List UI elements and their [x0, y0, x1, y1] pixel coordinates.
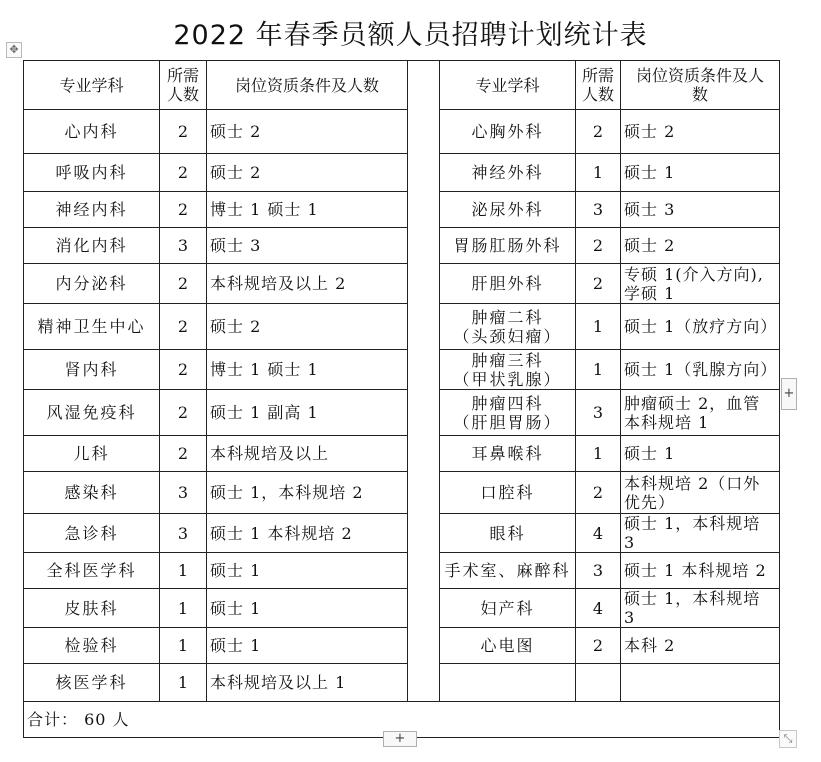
right-dept-cell: 手术室、麻醉科	[440, 553, 576, 589]
header-num-right	[576, 61, 621, 110]
table-row	[24, 192, 780, 228]
table-row	[24, 390, 780, 436]
header-row	[24, 61, 780, 110]
left-num-cell: 2	[160, 264, 207, 304]
table-row	[24, 553, 780, 589]
left-dept-cell: 风湿免疫科	[24, 390, 160, 436]
right-num-cell: 4	[576, 514, 621, 553]
add-column-button[interactable]: +	[781, 378, 797, 410]
right-req-cell: 硕士 1（放疗方向）	[621, 304, 780, 350]
left-dept-cell: 内分泌科	[24, 264, 160, 304]
right-dept-cell: 神经外科	[440, 154, 576, 192]
header-dept-right: 专业学科	[440, 61, 576, 110]
total-cell: 合计： 60 人	[24, 702, 780, 738]
table-row	[24, 514, 780, 553]
right-req-cell: 硕士 2	[621, 110, 780, 154]
left-num-cell: 1	[160, 553, 207, 589]
left-num-cell: 2	[160, 154, 207, 192]
left-num-cell: 1	[160, 664, 207, 702]
table-move-handle-icon[interactable]: ✥	[6, 42, 22, 58]
right-dept-cell: 口腔科	[440, 472, 576, 514]
left-req-cell: 本科规培及以上 1	[207, 664, 408, 702]
right-num-cell: 1	[576, 436, 621, 472]
right-req-cell: 硕士 2	[621, 228, 780, 264]
left-num-cell: 2	[160, 350, 207, 390]
right-dept-cell: 肝胆外科	[440, 264, 576, 304]
left-req-cell: 博士 1 硕士 1	[207, 350, 408, 390]
left-req-cell: 硕士 2	[207, 110, 408, 154]
left-dept-cell: 精神卫生中心	[24, 304, 160, 350]
left-num-cell: 1	[160, 628, 207, 664]
right-req-cell: 专硕 1(介入方向), 学硕 1	[621, 264, 780, 304]
header-req-left: 岗位资质条件及人数	[207, 61, 408, 110]
left-req-cell: 硕士 2	[207, 304, 408, 350]
header-dept-left: 专业学科	[24, 61, 160, 110]
left-num-cell: 3	[160, 472, 207, 514]
right-num-cell: 2	[576, 628, 621, 664]
left-dept-cell: 儿科	[24, 436, 160, 472]
right-num-cell: 1	[576, 304, 621, 350]
table-resize-handle-icon[interactable]: ⤡	[779, 730, 797, 748]
right-num-cell: 4	[576, 589, 621, 628]
right-dept-line2: （肝胆胃肠）	[453, 412, 562, 432]
table-row	[24, 264, 780, 304]
right-req-cell: 肿瘤硕士 2，血管本科规培 1	[621, 390, 780, 436]
right-req-cell: 硕士 1	[621, 154, 780, 192]
right-dept-cell: 心电图	[440, 628, 576, 664]
left-req-cell: 硕士 2	[207, 154, 408, 192]
right-dept-line1: 肿瘤四科	[471, 393, 544, 413]
right-dept-line1: 肿瘤三科	[471, 350, 544, 370]
left-dept-cell: 全科医学科	[24, 553, 160, 589]
left-dept-cell: 感染科	[24, 472, 160, 514]
right-dept-line1: 肿瘤二科	[471, 307, 544, 327]
add-row-button[interactable]: +	[383, 731, 417, 747]
left-req-cell: 硕士 1，本科规培 2	[207, 472, 408, 514]
header-req-right-line1: 岗位资质条件及人	[635, 66, 764, 85]
header-num-left-line2: 人数	[166, 85, 199, 104]
left-dept-cell: 呼吸内科	[24, 154, 160, 192]
right-dept-cell: 耳鼻喉科	[440, 436, 576, 472]
right-req-cell: 硕士 1（乳腺方向）	[621, 350, 780, 390]
right-dept-line2: （头颈妇瘤）	[453, 326, 562, 346]
header-num-left-line1: 所需	[166, 66, 199, 85]
left-dept-cell: 神经内科	[24, 192, 160, 228]
left-req-cell: 本科规培及以上	[207, 436, 408, 472]
left-dept-cell: 核医学科	[24, 664, 160, 702]
right-num-cell: 3	[576, 553, 621, 589]
right-dept-cell: 心胸外科	[440, 110, 576, 154]
left-dept-cell: 急诊科	[24, 514, 160, 553]
header-num-left	[160, 61, 207, 110]
right-req-cell: 硕士 1，本科规培 3	[621, 514, 780, 553]
right-req-cell: 本科规培 2（口外优先）	[621, 472, 780, 514]
right-num-cell: 1	[576, 350, 621, 390]
left-req-cell: 硕士 1	[207, 628, 408, 664]
page-title: 2022 年春季员额人员招聘计划统计表	[173, 20, 648, 51]
right-num-cell	[576, 664, 621, 702]
table-row	[24, 154, 780, 192]
left-num-cell: 1	[160, 589, 207, 628]
left-req-cell: 硕士 1	[207, 589, 408, 628]
left-num-cell: 2	[160, 192, 207, 228]
left-num-cell: 3	[160, 228, 207, 264]
right-num-cell: 1	[576, 154, 621, 192]
header-req-right-line2: 数	[691, 85, 708, 104]
right-dept-cell	[440, 390, 576, 436]
right-dept-cell: 泌尿外科	[440, 192, 576, 228]
left-req-cell: 博士 1 硕士 1	[207, 192, 408, 228]
right-req-cell: 硕士 1	[621, 436, 780, 472]
left-dept-cell: 检验科	[24, 628, 160, 664]
left-num-cell: 2	[160, 110, 207, 154]
right-req-cell	[621, 664, 780, 702]
right-dept-cell	[440, 304, 576, 350]
left-dept-cell: 心内科	[24, 110, 160, 154]
right-req-cell: 本科 2	[621, 628, 780, 664]
right-dept-line2: （甲状乳腺）	[453, 369, 562, 389]
table-row	[24, 228, 780, 264]
right-num-cell: 3	[576, 390, 621, 436]
table-row	[24, 628, 780, 664]
right-req-cell: 硕士 1，本科规培 3	[621, 589, 780, 628]
left-req-cell: 硕士 3	[207, 228, 408, 264]
table-row	[24, 304, 780, 350]
left-num-cell: 3	[160, 514, 207, 553]
header-num-right-line1: 所需	[581, 66, 614, 85]
right-num-cell: 2	[576, 472, 621, 514]
right-num-cell: 2	[576, 110, 621, 154]
right-num-cell: 3	[576, 192, 621, 228]
left-req-cell: 硕士 1 副高 1	[207, 390, 408, 436]
table-row	[24, 472, 780, 514]
left-num-cell: 2	[160, 390, 207, 436]
left-req-cell: 硕士 1	[207, 553, 408, 589]
right-num-cell: 2	[576, 264, 621, 304]
left-num-cell: 2	[160, 304, 207, 350]
left-req-cell: 本科规培及以上 2	[207, 264, 408, 304]
table-row	[24, 436, 780, 472]
right-req-cell: 硕士 1 本科规培 2	[621, 553, 780, 589]
table-row	[24, 664, 780, 702]
header-req-right	[621, 61, 780, 110]
table-row	[24, 589, 780, 628]
right-dept-cell: 眼科	[440, 514, 576, 553]
right-dept-cell: 妇产科	[440, 589, 576, 628]
table-row	[24, 350, 780, 390]
table-row	[24, 110, 780, 154]
right-num-cell: 2	[576, 228, 621, 264]
column-gap	[408, 61, 440, 702]
right-dept-cell: 胃肠肛肠外科	[440, 228, 576, 264]
right-req-cell: 硕士 3	[621, 192, 780, 228]
left-dept-cell: 肾内科	[24, 350, 160, 390]
right-dept-cell	[440, 664, 576, 702]
left-dept-cell: 消化内科	[24, 228, 160, 264]
right-dept-cell	[440, 350, 576, 390]
left-dept-cell: 皮肤科	[24, 589, 160, 628]
header-num-right-line2: 人数	[581, 85, 614, 104]
left-num-cell: 2	[160, 436, 207, 472]
recruitment-table	[23, 60, 780, 738]
left-req-cell: 硕士 1 本科规培 2	[207, 514, 408, 553]
